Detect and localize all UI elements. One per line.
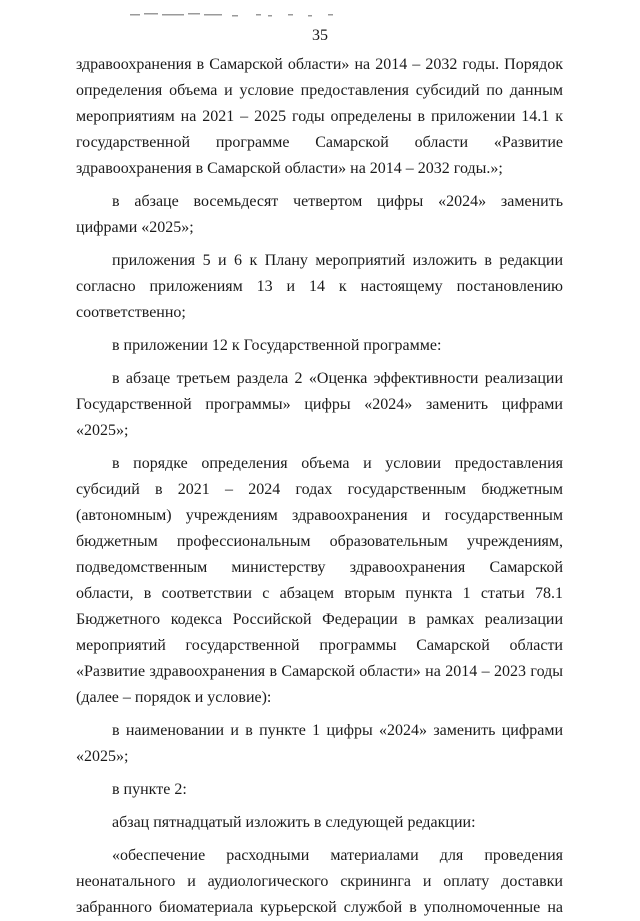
paragraph-abzats-84: в абзаце восемьдесят четвертом цифры «2024» заменить цифрами «2025»; [76, 193, 563, 236]
paragraph-naimenovanie: в наименовании и в пункте 1 цифры «2024» заменить цифрами «2025»; [76, 722, 563, 765]
paragraph-punkt-2: в пункте 2: [112, 781, 187, 798]
paragraph-razdel-2: в абзаце третьем раздела 2 «Оценка эффективности реализации Государственной программы» цифры «2024» заменить цифрами «2025»; [76, 370, 563, 439]
page-number: 35 [312, 27, 328, 44]
paragraph-prilozheniya-5-6: приложения 5 и 6 к Плану мероприятий изложить в редакции согласно приложениям 13 и 14 к настоящему постановлению соответственно; [76, 252, 563, 321]
scan-header-artifact [128, 10, 343, 20]
paragraph-poryadok-subsidiy: в порядке определения объема и условии предоставления субсидий в 2021 – 2024 годах государственным бюджетным (автономным) учреждениям здравоохранения и государственным бюджетным профессиональным образовательным учреждениям, подведомственным министерству здравоохранения Самарской области, в соответствии с абзацем вторым пункта 1 статьи 78.1 Бюджетного кодекса Российской Федерации в рамках реализации мероприятий государственной программы Самарской области «Развитие здравоохранения в Самарской области» на 2014 – 2023 годы (далее – порядок и условие): [76, 455, 563, 706]
paragraph-obespechenie: «обеспечение расходными материалами для проведения неонатального и аудиологического скрининга и оплату доставки забранного биоматериала курьерской службой в уполномоченные на [76, 847, 563, 916]
paragraph-prilozhenie-12: в приложении 12 к Государственной программе: [112, 337, 442, 354]
document-body [76, 52, 563, 921]
paragraph-abzats-15: абзац пятнадцатый изложить в следующей редакции: [112, 814, 476, 831]
paragraph-continuation: здравоохранения в Самарской области» на 2014 – 2032 годы. Порядок определения объема и условие предоставления субсидий по данным мероприятиям на 2021 – 2025 годы определены в приложении 14.1 к государственной программе Самарской области «Развитие здравоохранения в Самарской области» на 2014 – 2032 годы.»; [76, 56, 563, 177]
